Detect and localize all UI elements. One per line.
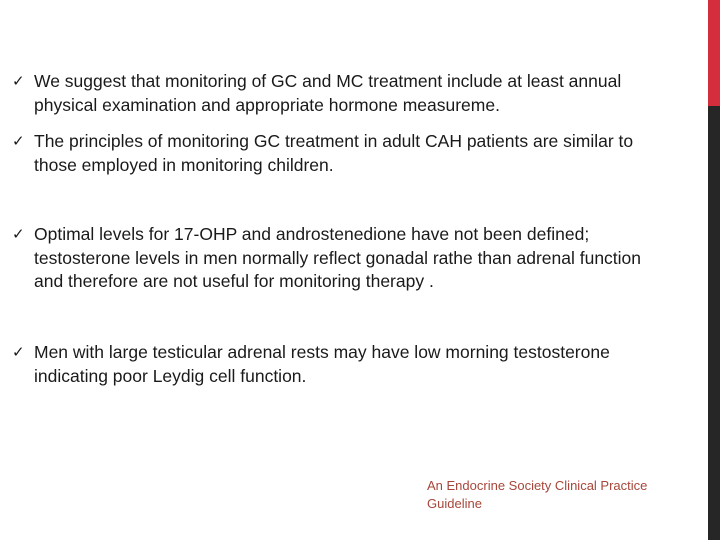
bullet-item [12,70,692,117]
bullet-text: Optimal levels for 17-OHP and androstenedione have not been defined; testosterone levels in men normally reflect gonadal rathe than adrenal function and therefore are not useful for monitoring therapy . [34,224,642,291]
bullet-item [12,223,692,294]
bullet-text: Men with large testicular adrenal rests may have low morning testosterone indicating poor Leydig cell function. [34,342,610,386]
check-mark-icon: ✓ [12,133,25,150]
check-mark-icon: ✓ [12,73,25,90]
bullet-item [12,341,692,388]
right-edge-accent [708,0,720,106]
check-mark-icon: ✓ [12,344,25,361]
check-mark-icon: ✓ [12,226,25,243]
bullet-item [12,130,692,177]
bullet-text: The principles of monitoring GC treatment in adult CAH patients are similar to those employed in monitoring children. [34,131,634,175]
source-citation: An Endocrine Society Clinical Practice Guideline [427,478,648,511]
bullet-text: We suggest that monitoring of GC and MC treatment include at least annual physical examination and appropriate hormone measureme. [34,71,622,115]
